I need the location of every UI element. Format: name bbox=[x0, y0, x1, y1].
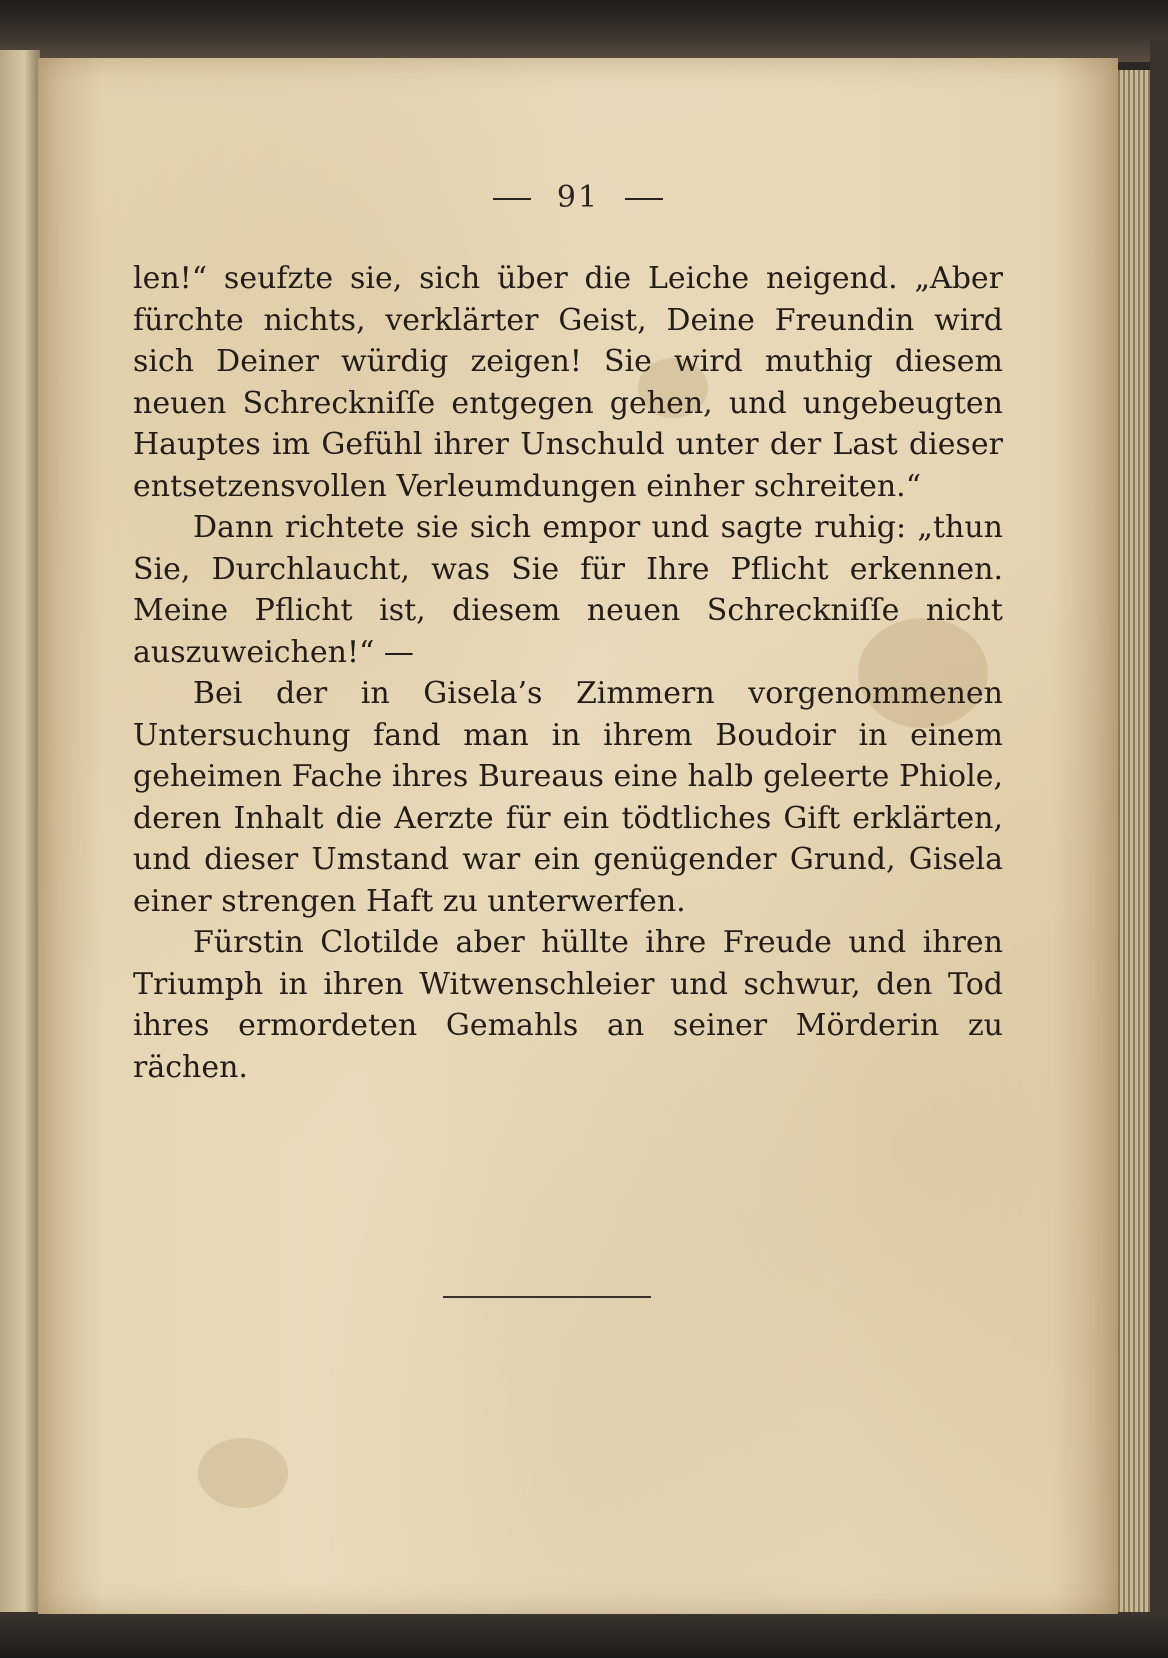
chapter-end-rule bbox=[443, 1296, 651, 1298]
book-cover-right bbox=[1150, 40, 1168, 1630]
previous-page-edge bbox=[0, 50, 40, 1620]
paragraph-2: Dann richtete sie sich empor und sagte ruhig: „thun Sie, Durchlaucht, was Sie für Ihre Pflicht erkennen. Meine Pflicht ist, diesem neuen Schreckniſſe nicht auszuweichen!“ — bbox=[133, 510, 1003, 670]
page-number bbox=[38, 180, 1118, 215]
page-number-dash-left bbox=[493, 198, 531, 200]
book-cover-top bbox=[0, 0, 1168, 62]
page-number-value: 91 bbox=[556, 180, 600, 215]
page-number-dash-right bbox=[625, 198, 663, 200]
paragraph-1: len!“ seufzte sie, sich über die Leiche neigend. „Aber fürchte nichts, verklärter Geist, Deine Freundin wird sich Deiner würdig zeigen! Sie wird muthig diesem neuen Schreckniſſe entgegen gehen, und ungebeugten Hauptes im Gefühl ihrer Unschuld unter der Last dieser entsetzensvollen Verleumdungen einher schreiten.“ bbox=[133, 261, 1003, 504]
paragraph-3: Bei der in Gisela’s Zimmern vorgenommenen Untersuchung fand man in ihrem Boudoir in einem geheimen Fache ihres Bureaus eine halb geleerte Phiole, deren Inhalt die Aerzte für ein tödtliches Gift erklärten, und dieser Umstand war ein genügender Grund, Gisela einer strengen Haft zu unterwerfen. bbox=[133, 676, 1003, 919]
book-cover-bottom bbox=[0, 1612, 1168, 1658]
book-page bbox=[38, 58, 1118, 1614]
paper-stain bbox=[198, 1438, 288, 1508]
body-text bbox=[133, 258, 1003, 1088]
paragraph-4: Fürstin Clotilde aber hüllte ihre Freude und ihren Triumph in ihren Witwenschleier und schwur, den Tod ihres ermordeten Gemahls an seiner Mörderin zu rächen. bbox=[133, 925, 1003, 1085]
